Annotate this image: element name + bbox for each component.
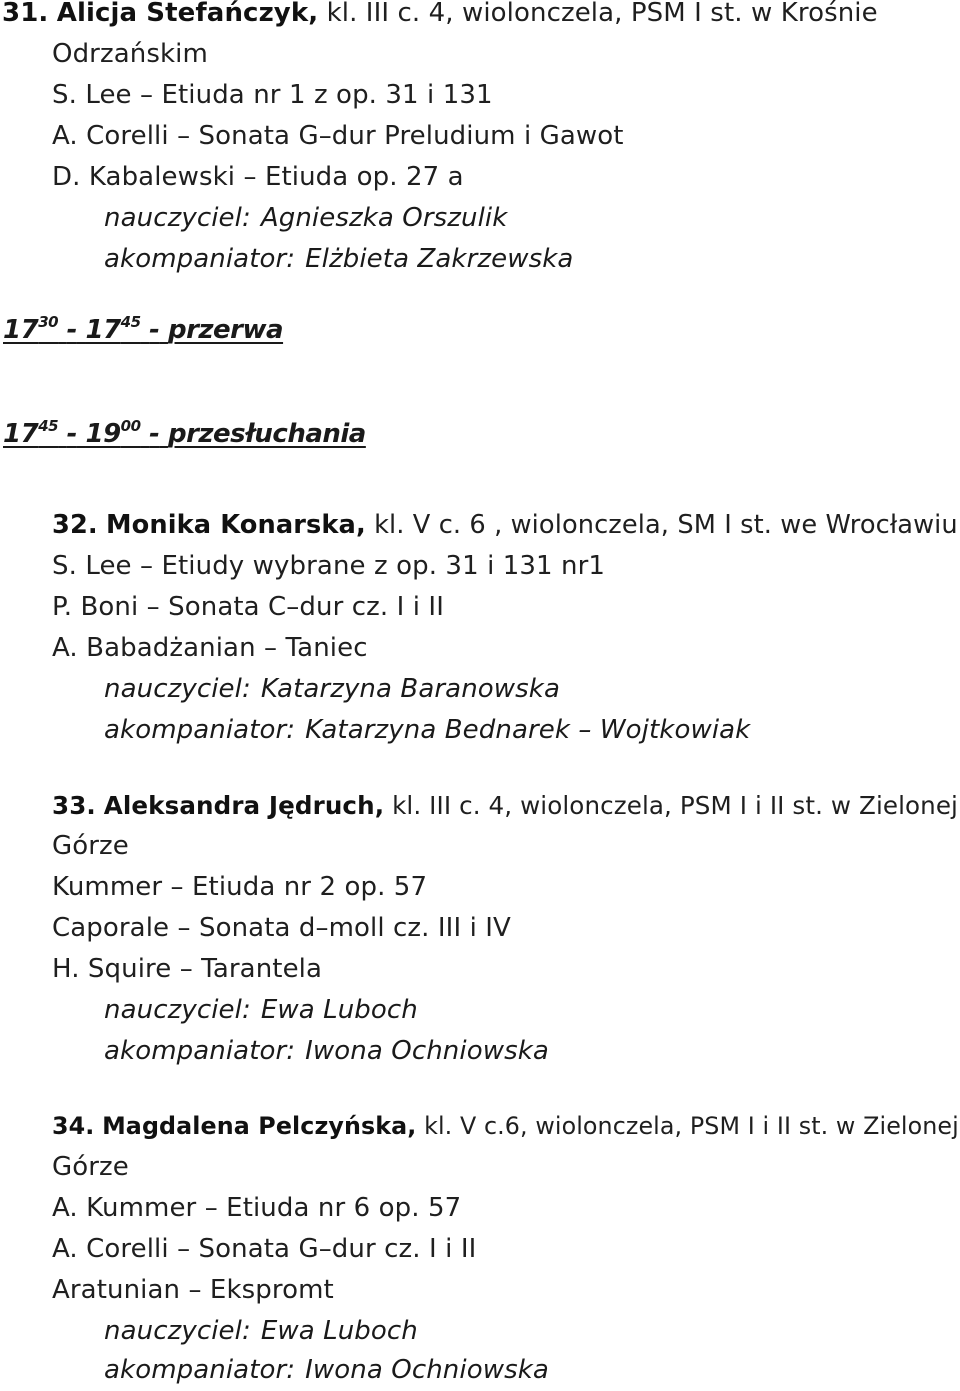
teacher-label: nauczyciel: xyxy=(104,203,251,233)
teacher-label: nauczyciel: xyxy=(104,674,251,704)
entry-number: 33. xyxy=(52,791,96,820)
entry-33-header xyxy=(52,785,958,826)
piece: Caporale – Sonata d–moll cz. III i IV xyxy=(52,913,511,943)
end-minute: 00 xyxy=(120,417,141,435)
accompanist-line xyxy=(104,1350,549,1391)
performer-details: kl. III c. 4, wiolonczela, PSM I st. w Krośnie xyxy=(326,0,878,28)
piece: H. Squire – Tarantela xyxy=(52,954,323,984)
performer-details: kl. V c.6, wiolonczela, PSM I i II st. w Zielonej xyxy=(424,1112,959,1140)
teacher-name: Katarzyna Baranowska xyxy=(260,674,560,704)
accompanist-label: akompaniator: xyxy=(104,1355,296,1385)
teacher-line xyxy=(104,669,560,710)
performer-details-cont: Górze xyxy=(52,1152,129,1182)
piece: A. Kummer – Etiuda nr 6 op. 57 xyxy=(52,1193,462,1223)
piece: A. Corelli – Sonata G–dur Preludium i Gawot xyxy=(52,121,624,151)
performer-name: Alicja Stefańczyk, xyxy=(56,0,319,28)
accompanist-label: akompaniator: xyxy=(104,244,296,274)
piece: Kummer – Etiuda nr 2 op. 57 xyxy=(52,872,428,902)
performer-name: Aleksandra Jędruch, xyxy=(103,791,385,820)
performer-details-cont: Odrzańskim xyxy=(52,39,208,69)
performer-name: Magdalena Pelczyńska, xyxy=(102,1112,417,1140)
piece: A. Corelli – Sonata G–dur cz. I i II xyxy=(52,1234,477,1264)
start-minute: 45 xyxy=(38,417,59,435)
dash: - xyxy=(66,315,77,345)
performer-details-cont: Górze xyxy=(52,831,129,861)
teacher-line xyxy=(104,198,507,239)
accompanist-name: Katarzyna Bednarek – Wojtkowiak xyxy=(305,715,751,745)
entry-number: 32. xyxy=(52,510,98,540)
accompanist-line xyxy=(104,1031,549,1072)
dash: - xyxy=(66,419,77,449)
piece: A. Babadżanian – Taniec xyxy=(52,633,368,663)
entry-number: 31. xyxy=(2,0,49,28)
accompanist-label: akompaniator: xyxy=(104,1036,296,1066)
teacher-name: Ewa Luboch xyxy=(260,995,418,1025)
teacher-label: nauczyciel: xyxy=(104,1316,251,1346)
performer-details: kl. III c. 4, wiolonczela, PSM I i II st. w Zielonej xyxy=(392,791,958,820)
piece: S. Lee – Etiudy wybrane z op. 31 i 131 nr1 xyxy=(52,551,606,581)
entry-number: 34. xyxy=(52,1112,95,1140)
entry-31-header xyxy=(2,0,878,34)
start-hour: 17 xyxy=(3,419,39,449)
teacher-line xyxy=(104,1311,418,1352)
teacher-name: Ewa Luboch xyxy=(260,1316,418,1346)
teacher-name: Agnieszka Orszulik xyxy=(260,203,508,233)
performer-details: kl. V c. 6 , wiolonczela, SM I st. we Wrocławiu xyxy=(374,510,958,540)
accompanist-name: Iwona Ochniowska xyxy=(305,1036,549,1066)
piece: S. Lee – Etiuda nr 1 z op. 31 i 131 xyxy=(52,80,493,110)
accompanist-label: akompaniator: xyxy=(104,715,296,745)
end-hour: 19 xyxy=(85,419,121,449)
accompanist-line xyxy=(104,710,750,751)
piece: D. Kabalewski – Etiuda op. 27 a xyxy=(52,162,464,192)
session-label: przesłuchania xyxy=(167,419,366,449)
break-label: przerwa xyxy=(167,315,284,345)
teacher-line xyxy=(104,990,418,1031)
start-minute: 30 xyxy=(38,313,59,331)
accompanist-name: Elżbieta Zakrzewska xyxy=(305,244,574,274)
dash: - xyxy=(149,419,160,449)
accompanist-line xyxy=(104,239,573,280)
performer-name: Monika Konarska, xyxy=(106,510,366,540)
dash: - xyxy=(149,315,160,345)
accompanist-name: Iwona Ochniowska xyxy=(305,1355,549,1385)
start-hour: 17 xyxy=(3,315,39,345)
end-hour: 17 xyxy=(85,315,121,345)
end-minute: 45 xyxy=(120,313,141,331)
piece: P. Boni – Sonata C–dur cz. I i II xyxy=(52,592,444,622)
entry-34-header xyxy=(52,1106,959,1147)
teacher-label: nauczyciel: xyxy=(104,995,251,1025)
entry-32-header xyxy=(52,505,958,546)
schedule-break xyxy=(3,310,283,350)
piece: Aratunian – Ekspromt xyxy=(52,1275,334,1305)
schedule-session xyxy=(3,414,386,454)
